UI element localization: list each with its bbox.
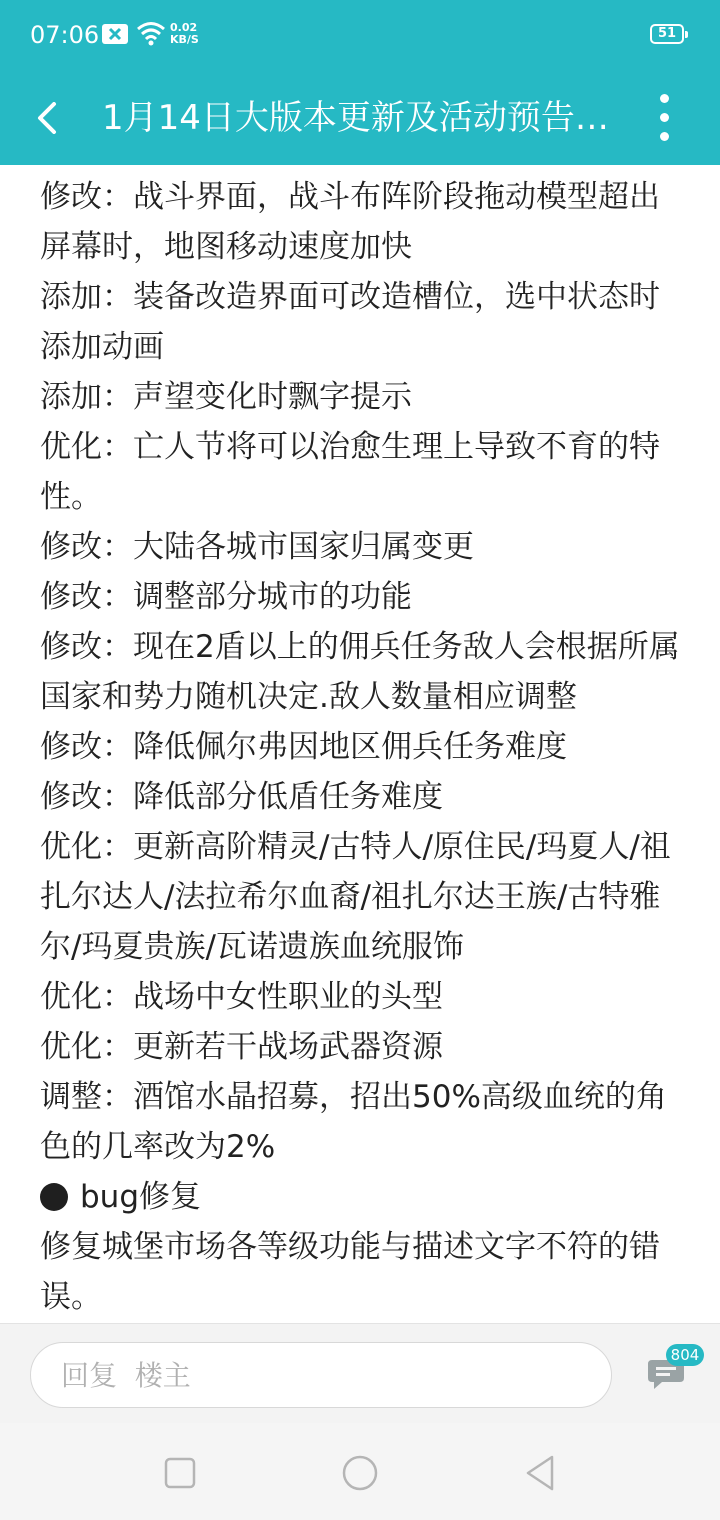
bug-fix-heading-label: bug修复 bbox=[80, 1179, 202, 1215]
status-time: 07:06 bbox=[30, 21, 100, 49]
post-content bbox=[40, 172, 685, 1322]
post-line: 优化：战场中女性职业的头型 bbox=[40, 979, 443, 1015]
comment-count-badge: 804 bbox=[666, 1344, 704, 1366]
post-line: 修改：战斗界面，战斗布阵阶段拖动模型超出屏幕时，地图移动速度加快 bbox=[40, 179, 660, 265]
back-nav-button[interactable] bbox=[518, 1451, 562, 1495]
post-line: 修改：大陆各城市国家归属变更 bbox=[40, 529, 474, 565]
bullet-dot-icon bbox=[40, 1183, 68, 1211]
back-button[interactable] bbox=[18, 88, 78, 148]
app-bar bbox=[0, 70, 720, 165]
back-nav-icon bbox=[518, 1451, 562, 1495]
post-line: 修改：现在2盾以上的佣兵任务敌人会根据所属国家和势力随机决定.敌人数量相应调整 bbox=[40, 629, 680, 715]
recent-apps-button[interactable] bbox=[158, 1451, 202, 1495]
network-speed bbox=[170, 22, 206, 46]
post-line: 添加：声望变化时飘字提示 bbox=[40, 379, 412, 415]
post-line: 添加：装备改造界面可改造槽位，选中状态时添加动画 bbox=[40, 279, 660, 365]
home-icon bbox=[338, 1451, 382, 1495]
network-speed-unit: KB/S bbox=[170, 33, 199, 46]
post-line: 修改：降低佩尔弗因地区佣兵任务难度 bbox=[40, 729, 567, 765]
home-button[interactable] bbox=[338, 1451, 382, 1495]
wifi-icon bbox=[136, 20, 166, 50]
post-line: 优化：更新高阶精灵/古特人/原住民/玛夏人/祖扎尔达人/法拉希尔血裔/祖扎尔达王族/古特雅尔/玛夏贵族/瓦诺遗族血统服饰 bbox=[40, 829, 671, 965]
post-line: 修改：降低部分低盾任务难度 bbox=[40, 779, 443, 815]
notification-icon bbox=[102, 24, 128, 44]
comments-button[interactable] bbox=[640, 1344, 710, 1408]
page-title: 1月14日大版本更新及活动预告… bbox=[102, 98, 609, 138]
post-line: 优化：更新若干战场武器资源 bbox=[40, 1029, 443, 1065]
post-line: 修复城堡市场各等级功能与描述文字不符的错误。 bbox=[40, 1229, 660, 1315]
more-options-button[interactable] bbox=[640, 88, 692, 148]
network-speed-value: 0.02 bbox=[170, 21, 198, 34]
battery-level: 51 bbox=[657, 26, 677, 41]
navigation-bar bbox=[0, 1423, 720, 1520]
bug-fix-heading bbox=[40, 1172, 685, 1222]
reply-input[interactable] bbox=[30, 1342, 612, 1408]
recent-apps-icon bbox=[158, 1451, 202, 1495]
status-bar bbox=[0, 0, 720, 70]
post-line: 修改：调整部分城市的功能 bbox=[40, 579, 412, 615]
post-line: 调整：酒馆水晶招募，招出50%高级血统的角色的几率改为2% bbox=[40, 1079, 667, 1165]
back-arrow-icon bbox=[32, 102, 64, 134]
battery-icon bbox=[650, 24, 684, 44]
post-line: 优化：亡人节将可以治愈生理上导致不育的特性。 bbox=[40, 429, 660, 515]
reply-bar bbox=[0, 1323, 720, 1423]
